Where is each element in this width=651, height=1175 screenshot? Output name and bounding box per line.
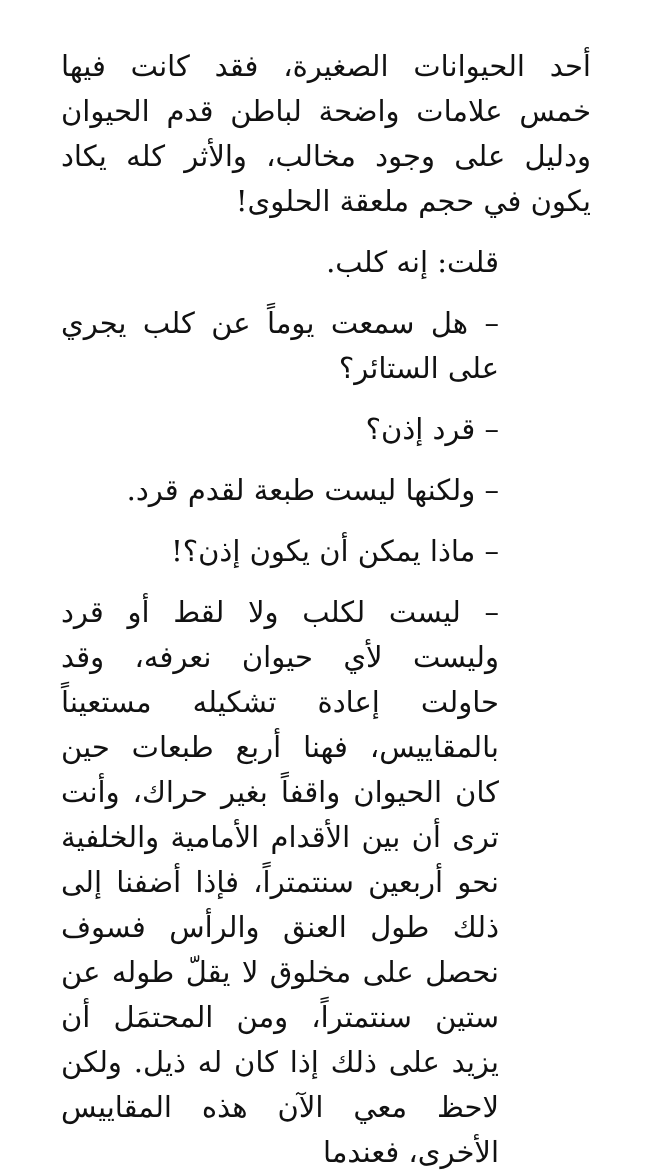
- dialogue-curtains: – هل سمعت يوماً عن كلب يجري على الستائر؟: [61, 306, 499, 385]
- dialogue-monkey-question: – قرد إذن؟: [365, 412, 499, 446]
- paragraph-continuation: أحد الحيوانات الصغيرة، فقد كانت فيها خمس علامات واضحة لباطن قدم الحيوان ودليل على وجود مخالب، والأثر كله يكاد يكون في حجم ملعقة الحلوى!: [61, 49, 591, 218]
- dialogue-what-then: – ماذا يمكن أن يكون إذن؟!: [171, 534, 499, 568]
- dialogue-not-monkey: – ولكنها ليست طبعة لقدم قرد.: [126, 473, 499, 507]
- page-text: [61, 44, 591, 1175]
- paragraph-dog-statement: قلت: إنه كلب.: [326, 245, 499, 279]
- dialogue-measurements: – ليست لكلب ولا لقط أو قرد وليست لأي حيوان نعرفه، وقد حاولت إعادة تشكيله مستعيناً بالمقاييس، فهنا أربع طبعات حين كان الحيوان واقفاً بغير حراك، وأنت ترى أن بين الأقدام الأمامية والخلفية نحو أربعين سنتمتراً، فإذا أضفنا إلى ذلك طول العنق والرأس فسوف نحصل على مخلوق لا يقلّ طوله عن ستين سنتمتراً، ومن المحتمَل أن يزيد على ذلك إذا كان له ذيل. ولكن لاحظ معي الآن هذه المقاييس الأخرى، فعندما: [61, 595, 499, 1169]
